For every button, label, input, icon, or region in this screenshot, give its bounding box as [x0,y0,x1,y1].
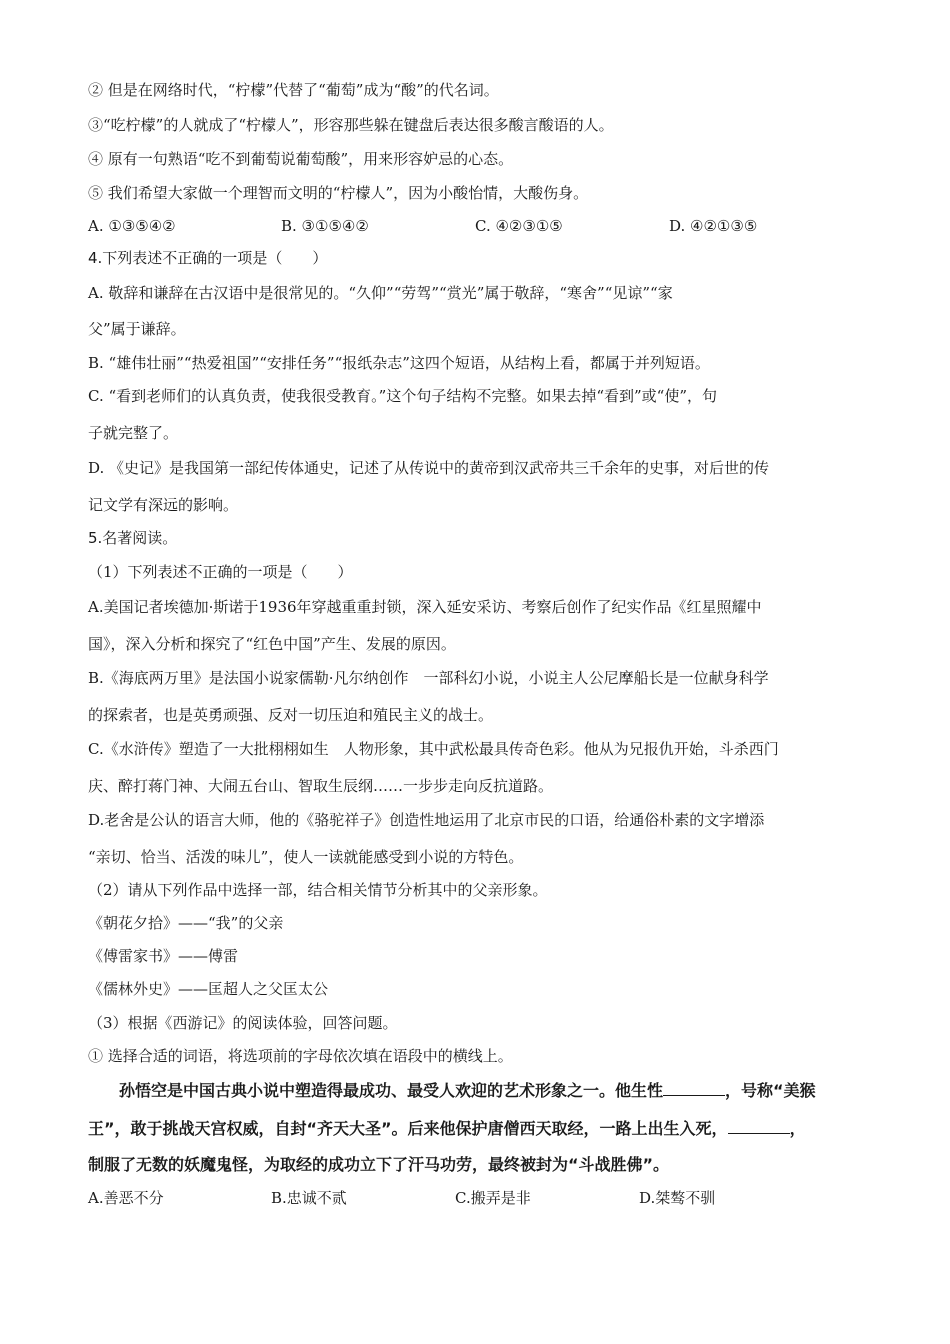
q4-option-a-line2: 父”属于谦辞。 [88,320,186,338]
word-option-a: A.善恶不分 [88,1189,164,1207]
q4-option-d-line1: D. 《史记》是我国第一部纪传体通史，记述了从传说中的黄帝到汉武帝共三千余年的史事，对后世的传 [88,459,770,477]
q3-item-2: ② 但是在网络时代，“柠檬”代替了“葡萄”成为“酸”的代名词。 [88,81,499,99]
word-option-d: D.桀骜不驯 [639,1189,716,1207]
q5-stem: 5.名著阅读。 [88,529,178,547]
q5-option-d-line2: “亲切、恰当、活泼的味儿”，使人一读就能感受到小说的方特色。 [88,848,524,866]
q5-part3-subquestion: ① 选择合适的词语，将选项前的字母依次填在语段中的横线上。 [88,1047,513,1065]
q3-option-a: A. ①③⑤④② [88,217,176,235]
q4-option-c-line2: 子就完整了。 [88,424,179,442]
q3-option-b: B. ③①⑤④② [281,217,369,235]
q4-option-a-line1: A. 敬辞和谦辞在古汉语中是很常见的。“久仰”“劳驾”“赏光”属于敬辞，“寒舍”“见谅”“家 [88,284,673,302]
q5-work-3: 《儒林外史》——匡超人之父匡太公 [88,980,329,998]
passage-line-2-end: ， [789,1119,806,1138]
q3-item-5: ⑤ 我们希望大家做一个理智而文明的“柠檬人”，因为小酸怡情，大酸伤身。 [88,184,589,202]
passage-line-1 [119,1081,816,1101]
q5-work-1: 《朝花夕拾》——“我”的父亲 [88,914,284,932]
q3-option-c: C. ④②③①⑤ [475,217,563,235]
q4-stem: 4.下列表述不正确的一项是（ ） [88,249,328,267]
q5-option-d-line1: D.老舍是公认的语言大师，他的《骆驼祥子》创造性地运用了北京市民的口语，给通俗朴素的文字增添 [88,811,765,829]
q5-option-c-line2: 庆、醉打蒋门神、大闹五台山、智取生辰纲……一步步走向反抗道路。 [88,777,554,795]
word-option-b: B.忠诚不贰 [271,1189,347,1207]
q5-option-a-line1: A.美国记者埃德加·斯诺于1936年穿越重重封锁，深入延安采访、考察后创作了纪实作品《红星照耀中 [88,598,762,616]
q4-option-d-line2: 记文学有深远的影响。 [88,496,239,514]
passage-line-2 [88,1119,806,1139]
q5-option-a-line2: 国》，深入分析和探究了“红色中国”产生、发展的原因。 [88,635,456,653]
fill-blank-1[interactable] [663,1081,725,1096]
q5-option-b-line1: B.《海底两万里》是法国小说家儒勒·凡尔纳创作 一部科幻小说，小说主人公尼摩船长是一位献身科学 [88,669,769,687]
q5-option-b-line2: 的探索者，也是英勇顽强、反对一切压迫和殖民主义的战士。 [88,706,494,724]
q3-item-4: ④ 原有一句熟语“吃不到葡萄说葡萄酸”，用来形容妒忌的心态。 [88,150,514,168]
word-option-c: C.搬弄是非 [455,1189,531,1207]
q5-part1-stem: （1）下列表述不正确的一项是（ ） [88,563,353,581]
q3-option-d: D. ④②①③⑤ [669,217,758,235]
q5-option-c-line1: C.《水浒传》塑造了一大批栩栩如生 人物形象，其中武松最具传奇色彩。他从为兄报仇开始，斗杀西门 [88,740,779,758]
passage-line-3: 制服了无数的妖魔鬼怪，为取经的成功立下了汗马功劳，最终被封为“斗战胜佛”。 [88,1155,670,1174]
passage-line-1-end: ，号称“美猴 [725,1081,816,1100]
passage-line-2-start: 王”，敢于挑战天宫权威，自封“齐天大圣”。后来他保护唐僧西天取经，一路上出生入死， [88,1119,728,1138]
fill-blank-2[interactable] [728,1119,790,1134]
q3-item-3: ③“吃柠檬”的人就成了“柠檬人”，形容那些躲在键盘后表达很多酸言酸语的人。 [88,116,614,134]
q5-work-2: 《傅雷家书》——傅雷 [88,947,239,965]
q5-part3-stem: （3）根据《西游记》的阅读体验，回答问题。 [88,1014,398,1032]
q4-option-c-line1: C. “看到老师们的认真负责，使我很受教育。”这个句子结构不完整。如果去掉“看到”或“使”，句 [88,387,717,405]
q4-option-b: B. “雄伟壮丽”“热爱祖国”“安排任务”“报纸杂志”这四个短语，从结构上看，都属于并列短语。 [88,354,710,372]
passage-line-1-start: 孙悟空是中国古典小说中塑造得最成功、最受人欢迎的艺术形象之一。他生性 [119,1081,664,1100]
q5-part2-stem: （2）请从下列作品中选择一部，结合相关情节分析其中的父亲形象。 [88,881,548,899]
